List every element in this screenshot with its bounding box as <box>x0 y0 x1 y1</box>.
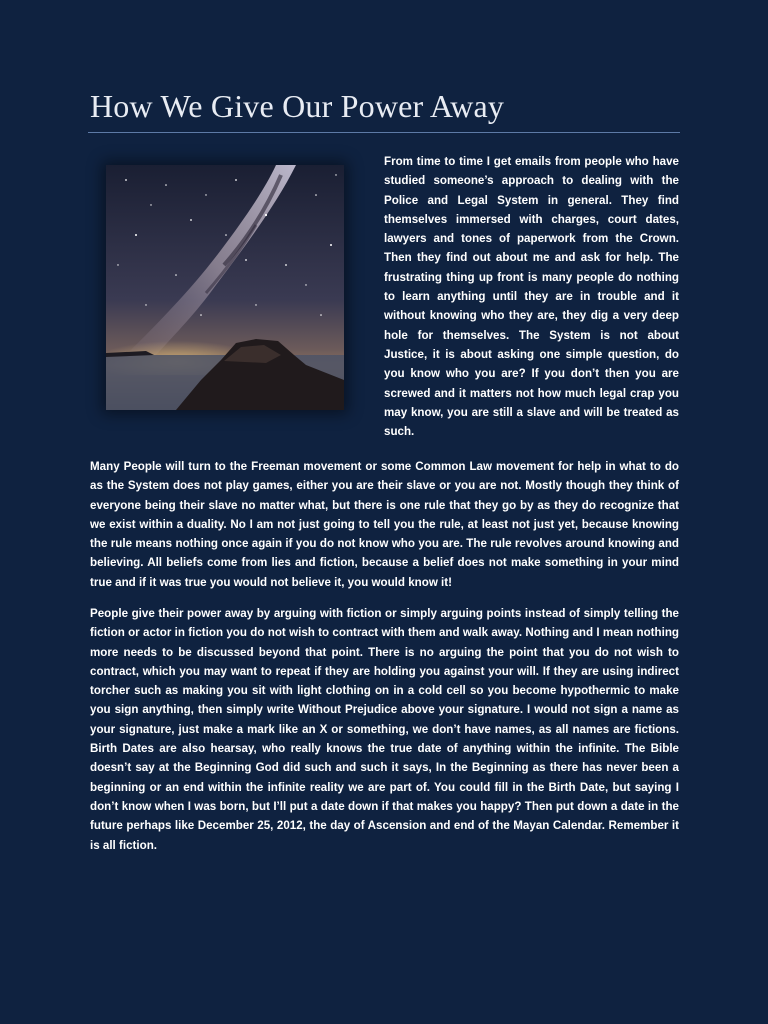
body-paragraph-2: Many People will turn to the Freeman movement or some Common Law movement for help in what to do as the System does not play games, either you are their slave or you are not. Mostly though they think of everyone being their slave no matter what, but there is one rule that they go by as they do recognize that we exist within a duality. No I am not just going to tell you the rule, at least not just yet, because knowing the rule means nothing once again if you do not know who you are. The rule revolves around knowing and believing. All beliefs come from lies and fiction, because a belief does not make something in your mind true and if it was true you would not believe it, you would know it! <box>90 460 679 589</box>
milky-way-photo <box>106 165 344 410</box>
title-underline <box>88 132 680 133</box>
body-paragraph-3: People give their power away by arguing with fiction or simply arguing points instead of simply telling the fiction or actor in fiction you do not wish to contract with them and walk away. Nothing and I mean nothing more needs to be discussed beyond that point. There is no arguing the point that you do not wish to contract, which you may want to repeat if they are holding you against your will. If they are using indirect torcher such as making you sit with light clothing on in a cold cell so you become hypothermic to make you sign anything, then simply write Without Prejudice above your signature. I would not sign a name as your signature, just make a mark like an X or something, we don’t have names, as all names are fictions. Birth Dates are also hearsay, who really knows the true date of anything within the infinite. The Bible doesn’t say at the Beginning God did such and such it says, In the Beginning as there has never been a beginning or an end within the infinite reality we are part of. You could fill in the Birth Date, but saying I don’t know when I was born, but I’ll put a date down if that makes you happy? Then put down a date in the future perhaps like December 25, 2012, the day of Ascension and end of the Mayan Calendar. Remember it is all fiction. <box>90 607 679 852</box>
intro-paragraph: From time to time I get emails from people who have studied someone’s approach to dealing with the Police and Legal System in general. They find themselves immersed with charges, court dates, lawyers and tones of paperwork from the Crown. Then they find out about me and ask for help. The frustrating thing up front is many people do nothing to learn anything until they are in trouble and it without knowing who they are, they dig a very deep hole for themselves. The System is not about Justice, it is about asking one simple question, do you know who you are? If you don’t then you are screwed and it matters not how much legal crap you may know, you are still a slave and will be treated as such. <box>384 155 679 439</box>
page-title: How We Give Our Power Away <box>90 88 505 124</box>
